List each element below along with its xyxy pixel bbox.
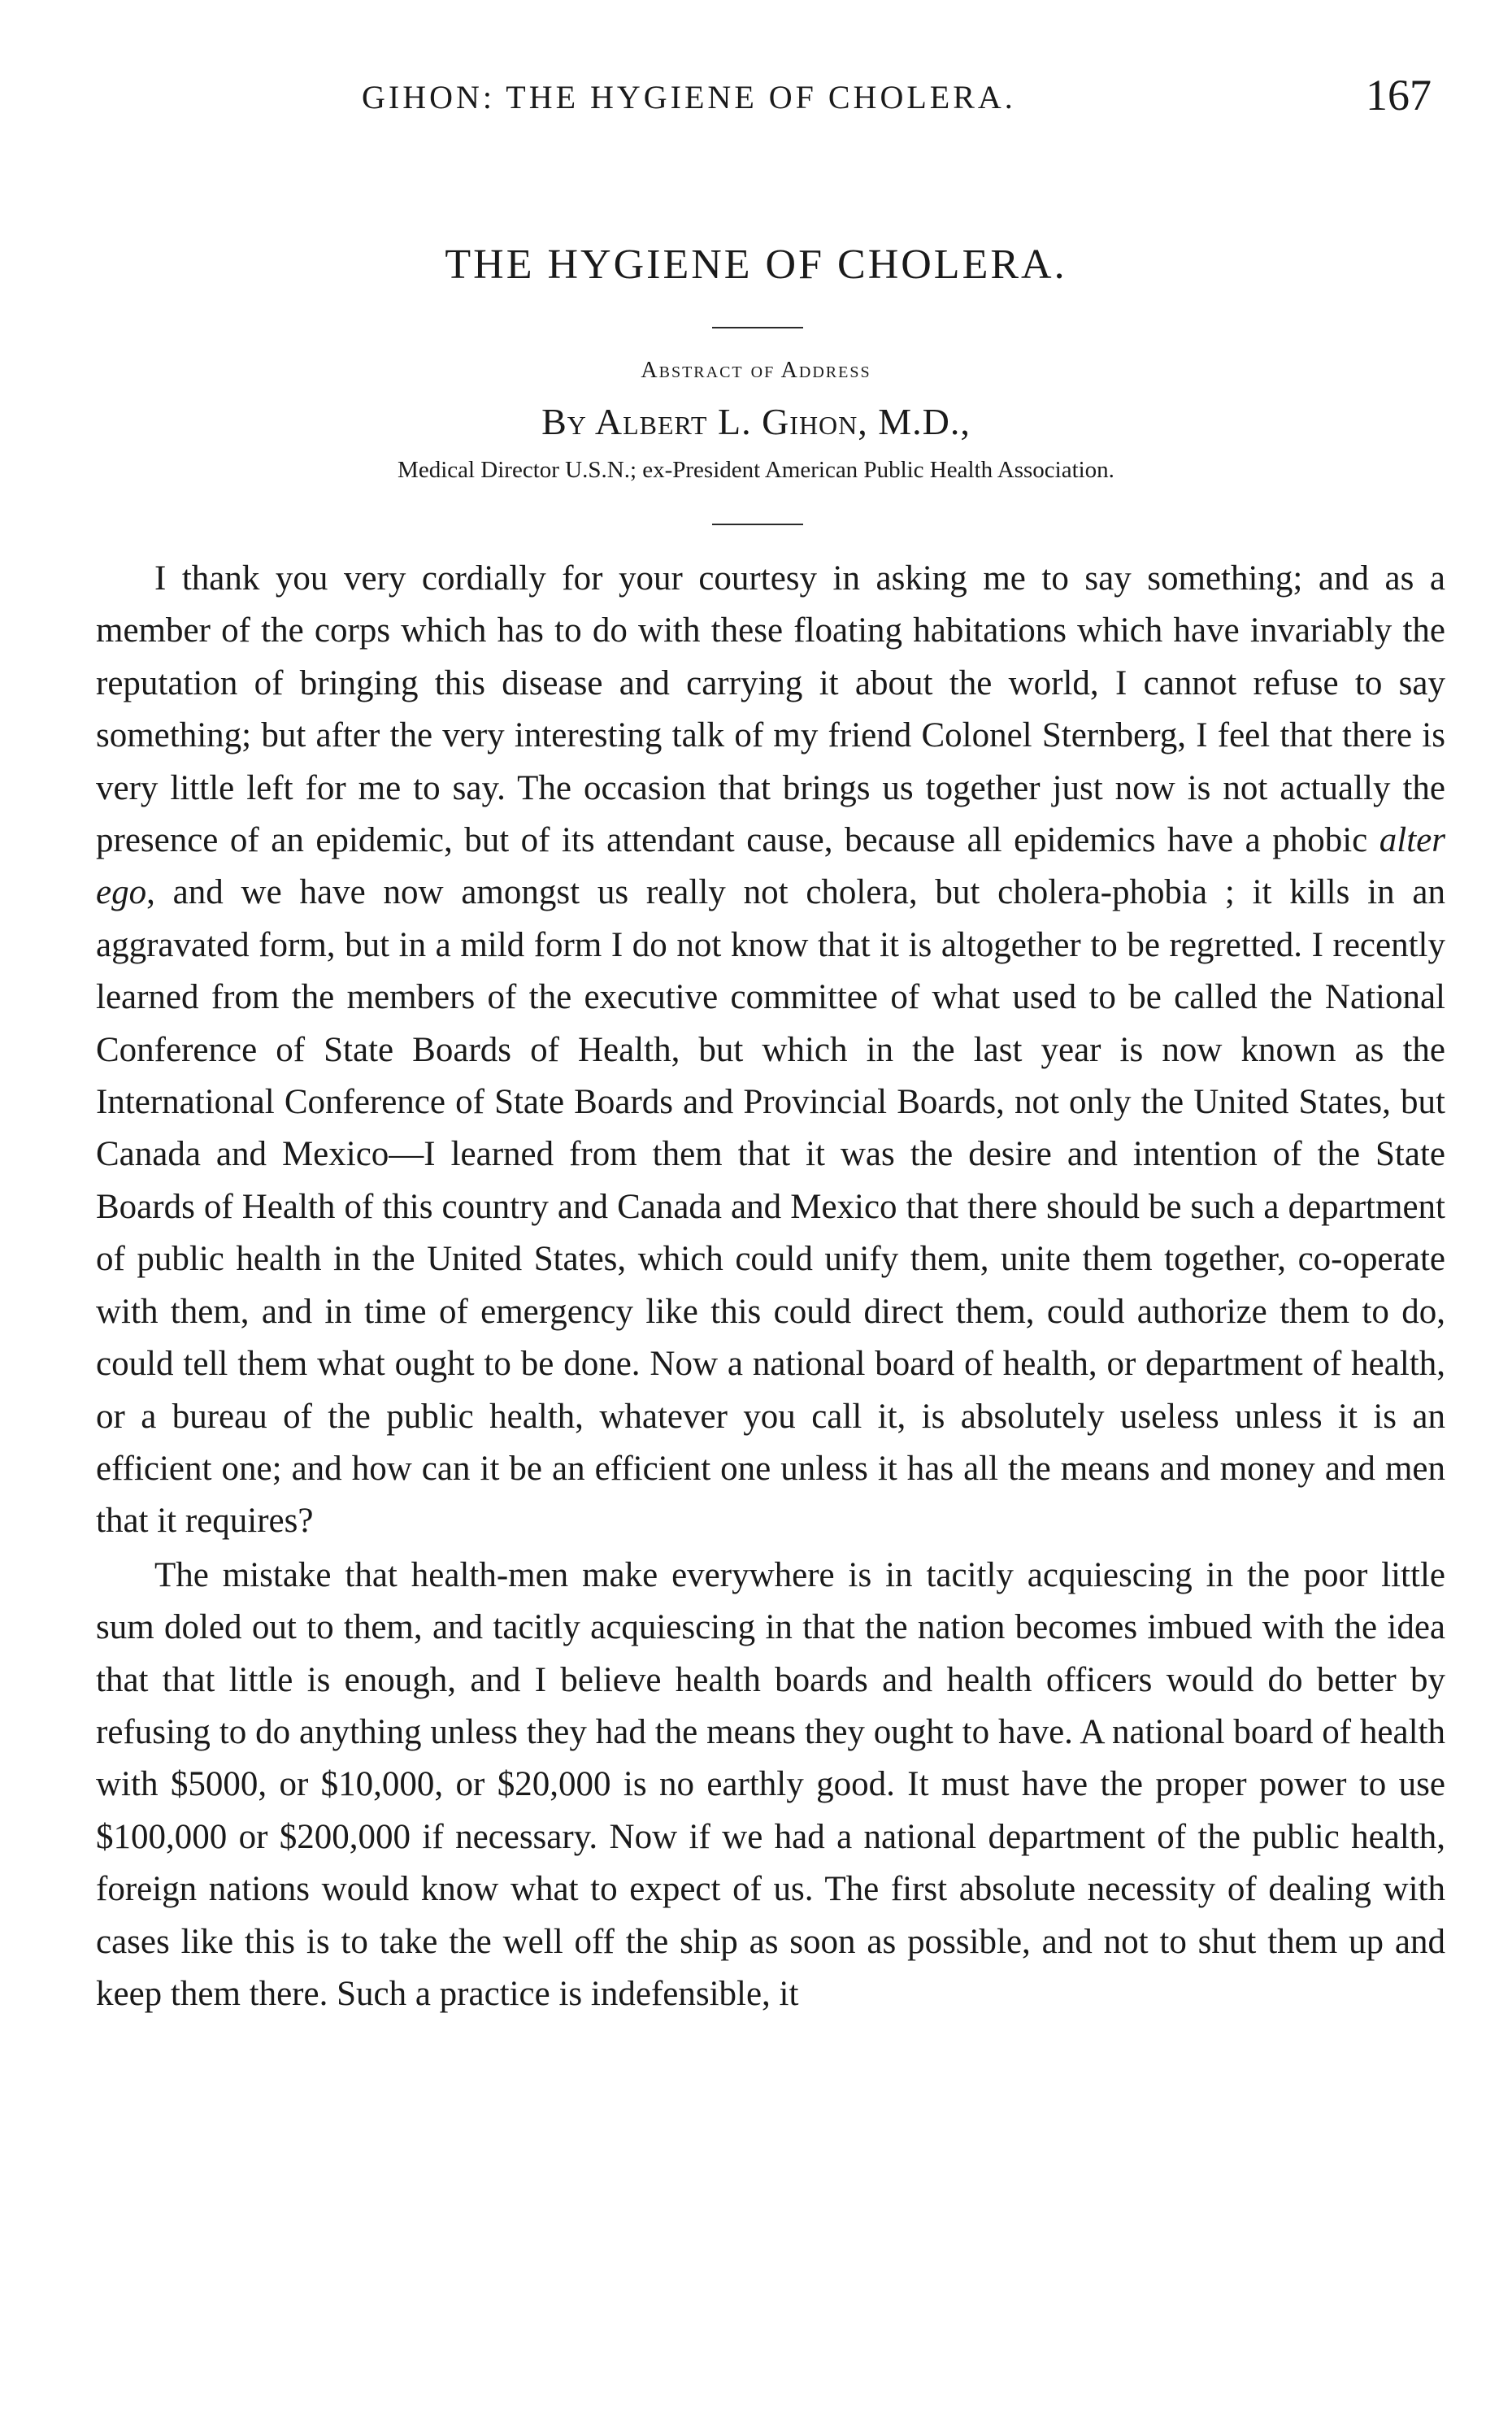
page-number: 167 <box>1366 71 1432 120</box>
article-body <box>96 553 1445 2020</box>
abstract-label: Abstract of Address <box>641 358 871 383</box>
paragraph <box>96 553 1445 1548</box>
paragraph-text: I thank you very cordially for your courtesy in asking me to say something; and as a member of the corps which has to do with these floating habitations which have invariably the reputation of bringing this disease and carrying it about the world, I cannot refuse to say something; but after the very interesting talk of my friend Colonel Sternberg, I feel that there is very little left for me to say. The occasion that brings us together just now is not actually the presence of an epidemic, but of its attendant cause, because all epidemics have a phobic <box>96 559 1445 860</box>
paragraph: The mistake that health-men make everywhere is in tacitly acquiescing in the poor little sum doled out to them, and tacitly acquiescing in that the nation becomes imbued with the idea that that little is enough, and I believe health boards and health officers would do better by refusing to do anything unless they had the means they ought to have. A national board of health with $5000, or $10,000, or $20,000 is no earthly good. It must have the proper power to use $100,000 or $200,000 if necessary. Now if we had a national department of the public health, foreign nations would know what to expect of us. The first absolute necessity of dealing with cases like this is to take the well off the ship as soon as possible, and not to shut them up and keep them there. Such a practice is indefensible, it <box>96 1555 1445 2013</box>
article-title: THE HYGIENE OF CHOLERA. <box>445 241 1067 288</box>
author-byline: By Albert L. Gihon, M.D., <box>541 401 971 442</box>
running-title: GIHON: THE HYGIENE OF CHOLERA. <box>362 79 1016 115</box>
divider-rule <box>712 524 803 525</box>
paragraph-text: , and we have now amongst us really not cholera, but cholera-phobia ; it kills in an aggravated form, but in a mild form I do not know that it is altogether to be regretted. I recently learned from the members of the executive committee of what used to be called the National Conference of State Boards of Health, but which in the last year is now known as the International Conference of State Boards and Provincial Boards, not only the United States, but Canada and Mexico—I learned from them that it was the desire and intention of the State Boards of Health of this country and Canada and Mexico that there should be such a department of public health in the United States, which could unify them, unite them together, co-operate with them, and in time of emergency like this could direct them, could authorize them to do, could tell them what ought to be done. Now a national board of health, or department of health, or a bureau of the public health, whatever you call it, is absolutely useless unless it is an efficient one; and how can it be an efficient one unless it has all the means and money and men that it requires? <box>96 873 1445 1541</box>
italic-phrase: alter ego <box>96 821 1445 912</box>
divider-rule <box>712 327 803 328</box>
author-affiliation: Medical Director U.S.N.; ex-President American Public Health Association. <box>398 457 1114 483</box>
